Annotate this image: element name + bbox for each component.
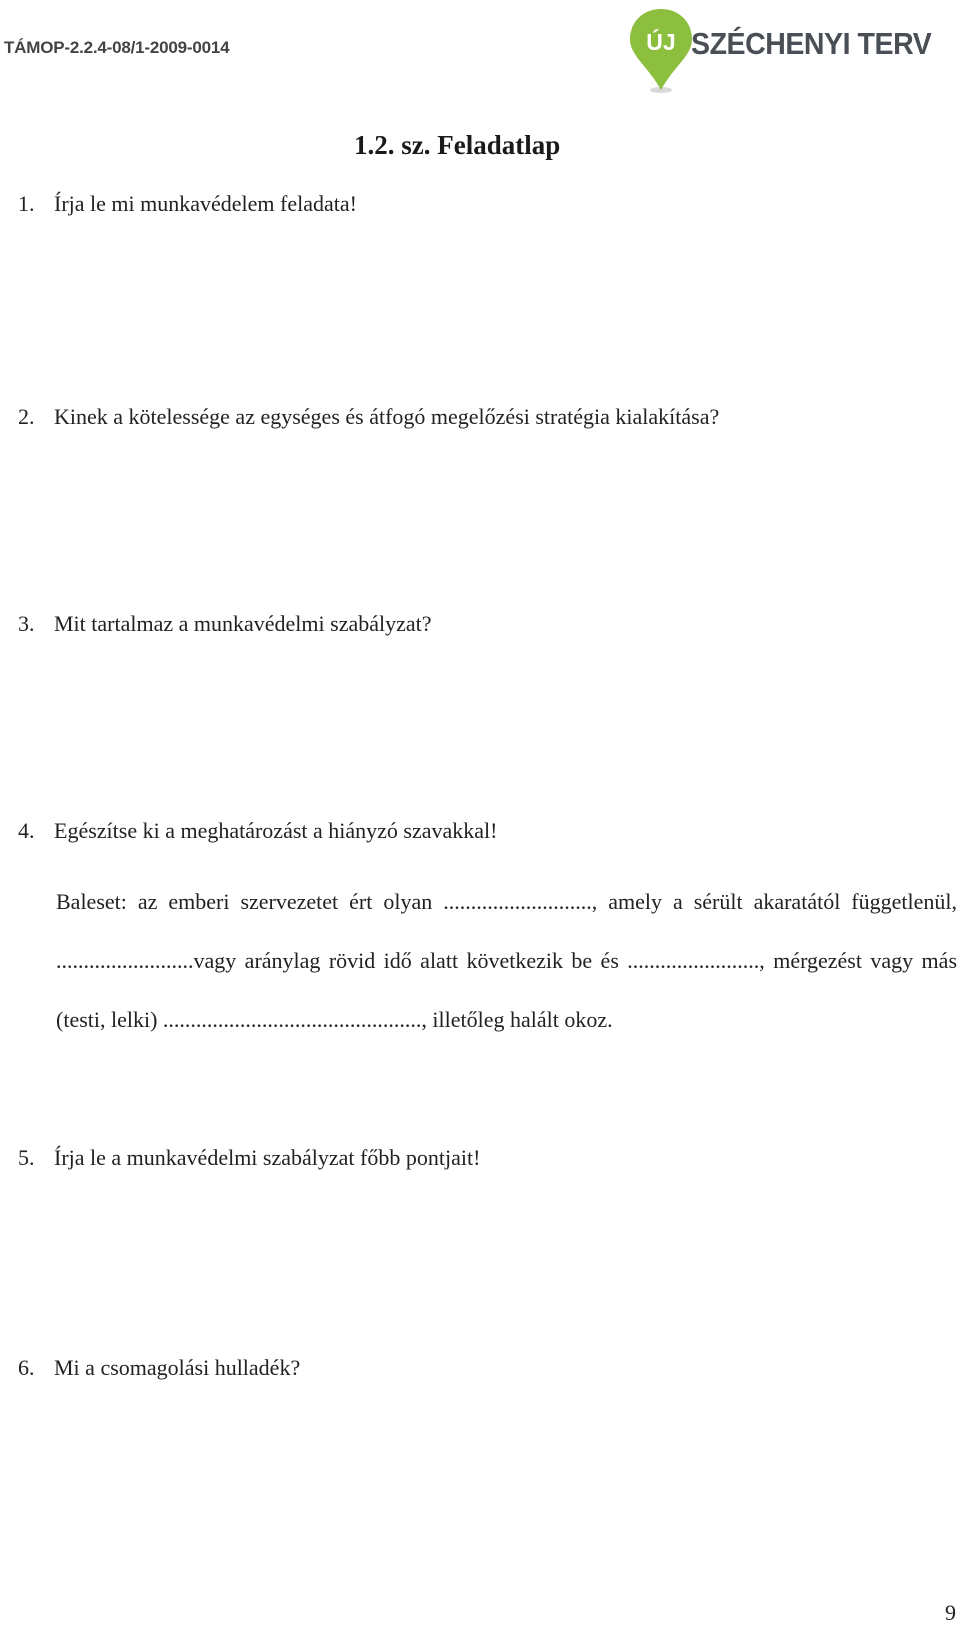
question-1 — [18, 191, 357, 217]
logo-brand-text: SZÉCHENYI TERV — [691, 26, 932, 61]
question-number: 1. — [18, 191, 35, 216]
szechenyi-terv-logo — [626, 6, 932, 96]
sheet-title: 1.2. sz. Feladatlap — [354, 130, 561, 160]
question-text: Írja le mi munkavédelem feladata! — [54, 191, 357, 216]
question-number: 4. — [18, 818, 35, 843]
project-code: TÁMOP-2.2.4-08/1-2009-0014 — [4, 38, 230, 57]
question-number: 5. — [18, 1145, 35, 1170]
question-text: Mit tartalmaz a munkavédelmi szabályzat? — [54, 611, 432, 636]
question-text: Kinek a kötelessége az egységes és átfogó megelőzési stratégia kialakítása? — [54, 404, 720, 429]
question-2 — [18, 404, 719, 430]
question-number: 3. — [18, 611, 35, 636]
question-text: Mi a csomagolási hulladék? — [54, 1355, 301, 1380]
question-6 — [18, 1355, 300, 1381]
page-number: 9 — [945, 1600, 956, 1625]
map-pin-icon — [626, 6, 696, 96]
fill-in-paragraph: Baleset: az emberi szervezetet ért olyan ..........................., amely a sérült akaratától függetlenül, .........................vagy aránylag rövid idő alatt következik be és ........................, mérgezést vagy más (testi, lelki) ..............................................., illetőleg halált okoz. — [56, 889, 957, 1032]
question-5 — [18, 1145, 480, 1171]
question-text: Írja le a munkavédelmi szabályzat főbb pontjait! — [54, 1145, 481, 1170]
question-4 — [18, 818, 497, 844]
question-number: 6. — [18, 1355, 35, 1380]
question-number: 2. — [18, 404, 35, 429]
logo-badge-text: ÚJ — [646, 29, 676, 55]
question-3 — [18, 611, 432, 637]
question-text: Egészítse ki a meghatározást a hiányzó szavakkal! — [54, 818, 498, 843]
